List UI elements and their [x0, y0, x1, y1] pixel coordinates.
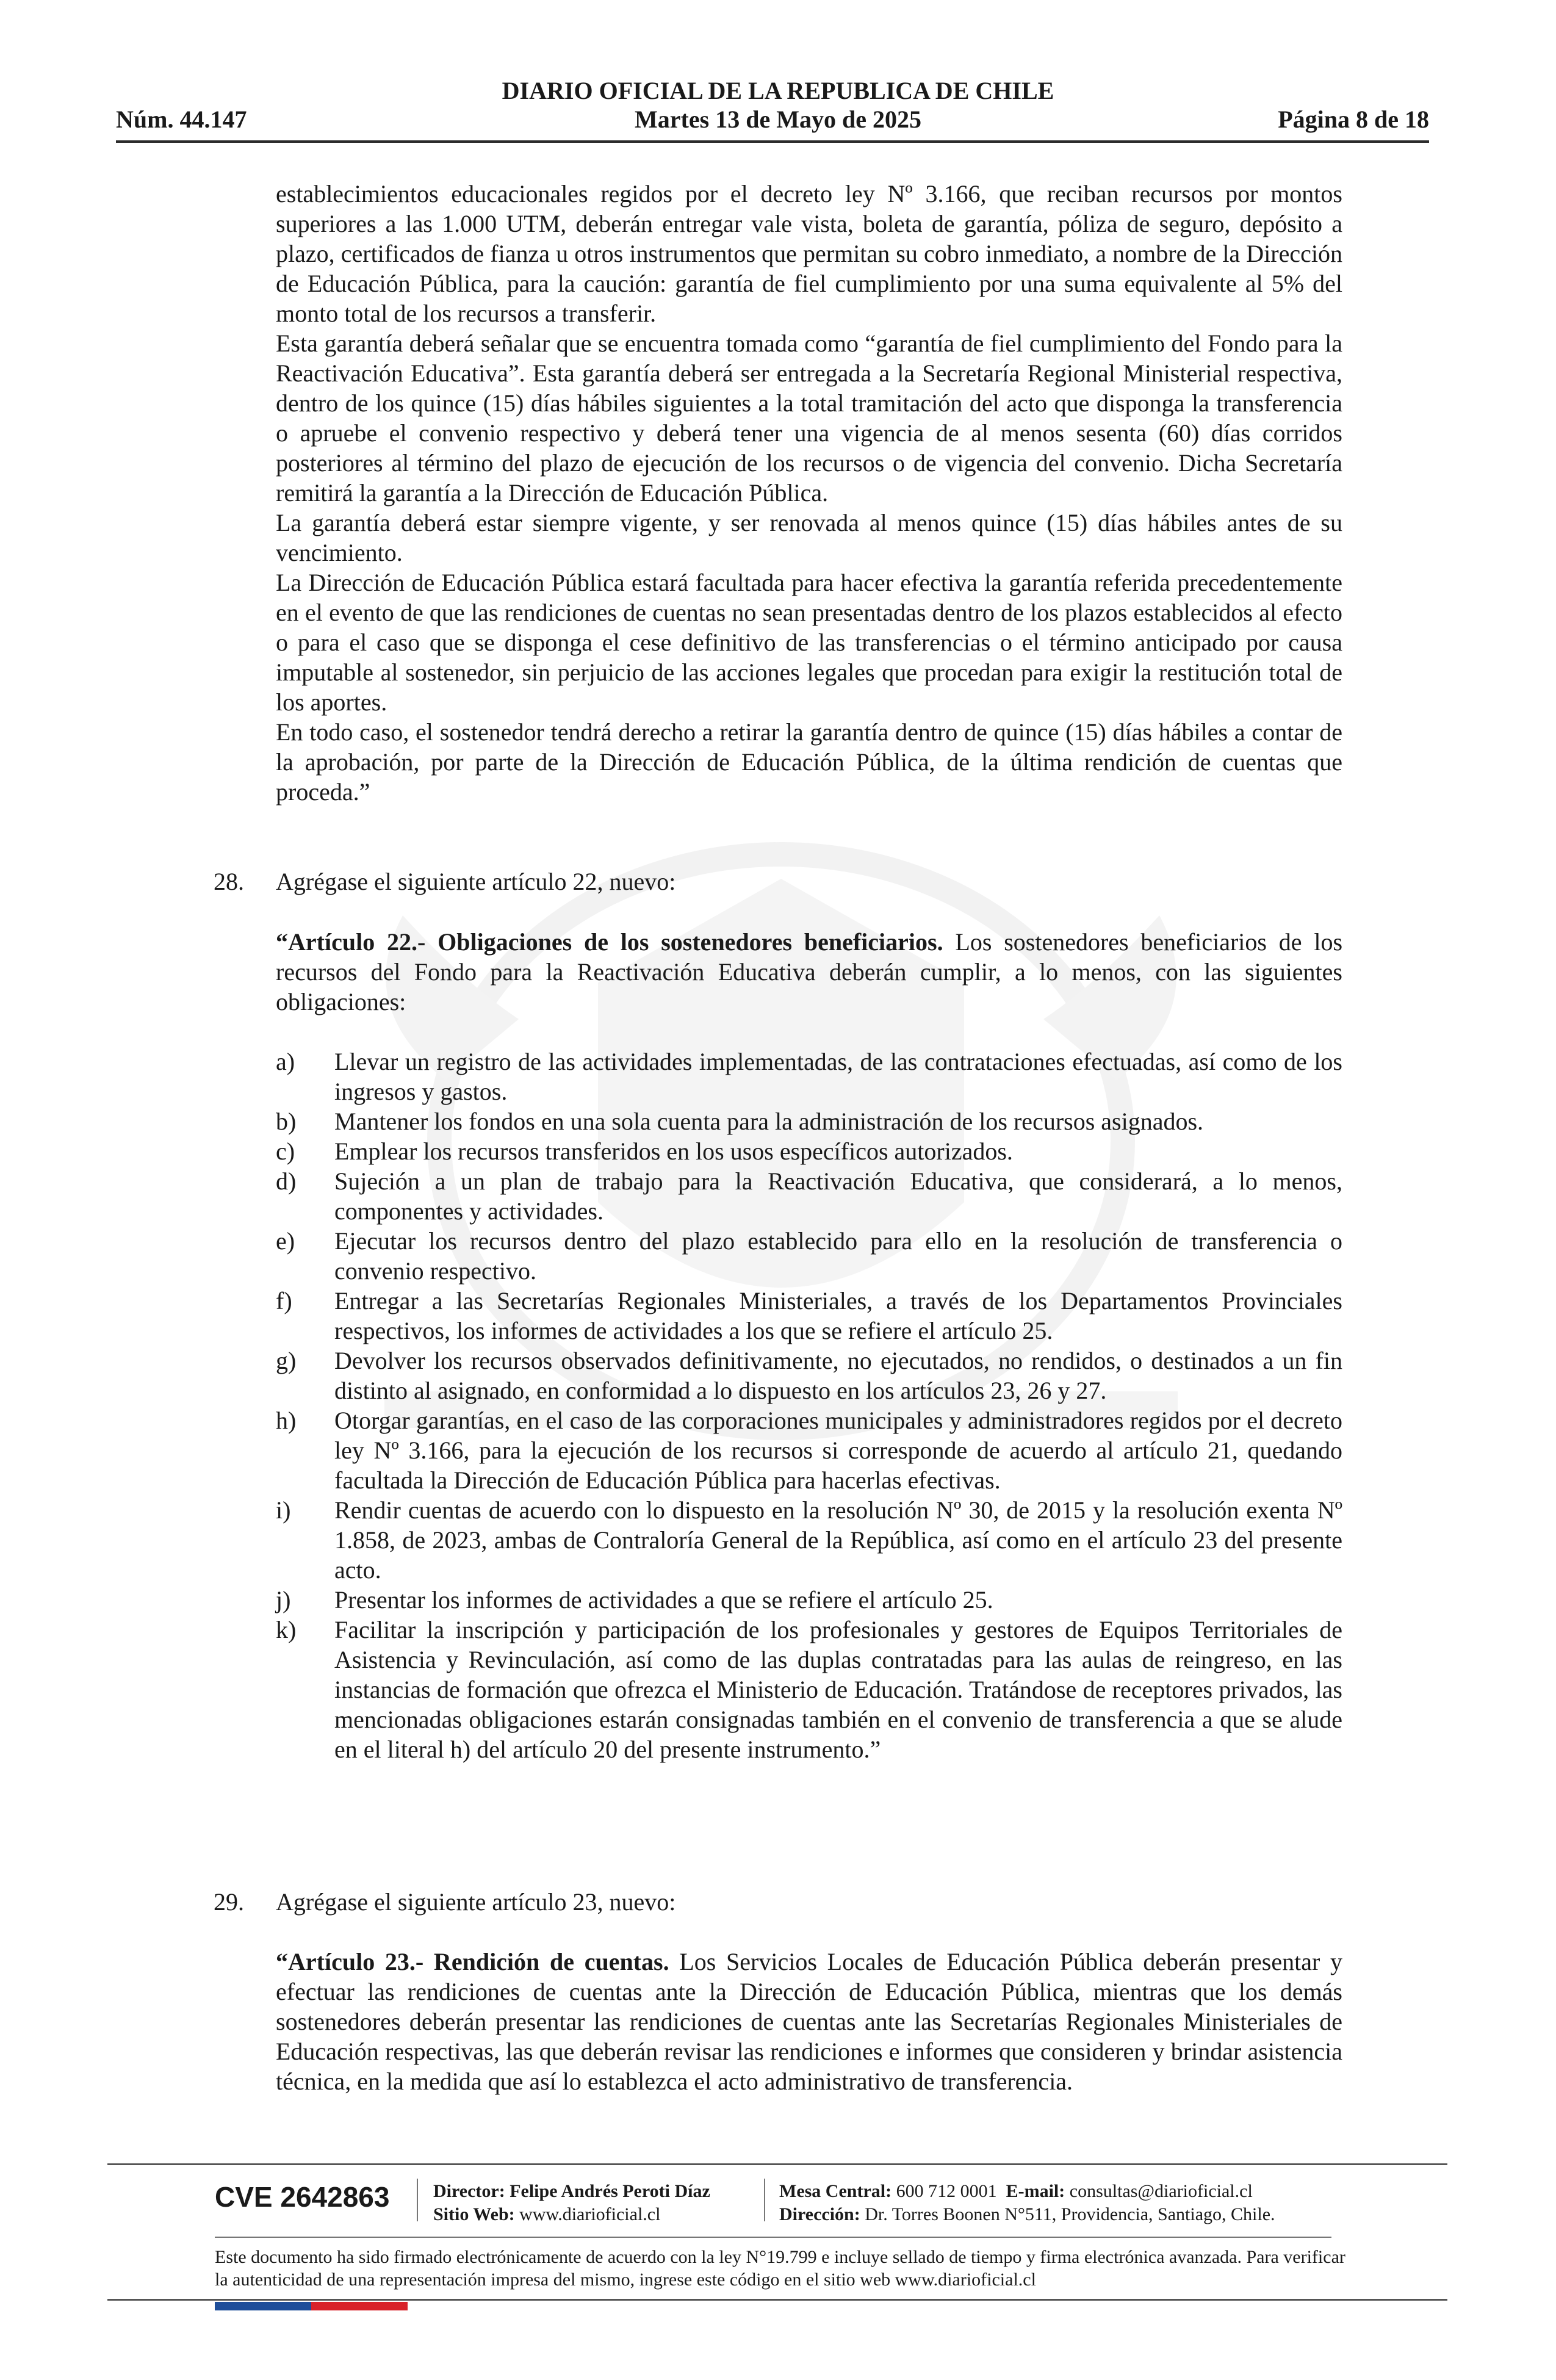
list-item: b) Mantener los fondos en una sola cuenta para la administración de los recursos asignados.: [276, 1108, 1204, 1135]
footer-contact-block: Mesa Central: 600 712 0001 E-mail: consultas@diarioficial.cl Dirección: Dr. Torres Boonen N°511, Providencia, Santiago, Chile.: [779, 2181, 1275, 2224]
issue-number: Núm. 44.147: [116, 106, 247, 133]
paragraph: Esta garantía deberá señalar que se encuentra tomada como “garantía de fiel cumplimiento del Fondo para la Reactivación Educativa”. Esta garantía deberá ser entregada a la Secretaría Regional Ministerial respectiva, dentro de los quince (15) días hábiles siguientes a la total tramitación del acto que disponga la transferencia o apruebe el convenio respectivo y deberá tener una vigencia de al menos sesenta (60) días corridos posteriores al término del plazo de ejecución de los recursos o de vigencia del convenio. Dicha Secretaría remitirá la garantía a la Dirección de Educación Pública.: [276, 330, 1342, 507]
paragraph: La garantía deberá estar siempre vigente, y ser renovada al menos quince (15) días hábiles antes de su vencimiento.: [276, 509, 1342, 566]
item-number: 29.: [214, 1888, 244, 1916]
list-item: a) Llevar un registro de las actividades implementadas, de las contrataciones efectuadas, así como de los ingresos y gastos.: [276, 1048, 1342, 1105]
list-item: i) Rendir cuentas de acuerdo con lo dispuesto en la resolución Nº 30, de 2015 y la resolución exenta Nº 1.858, de 2023, ambas de Contraloría General de la República, así como en el artículo 23 del presente acto.: [276, 1496, 1342, 1584]
footer-director-block: Director: Felipe Andrés Peroti Díaz Sitio Web: www.diarioficial.cl: [433, 2181, 710, 2224]
legal-notice: Este documento ha sido firmado electrónicamente de acuerdo con la ley N°19.799 e incluye sellado de tiempo y firma electrónica avanzada. Para verificar la autenticidad de una representación impresa del mismo, ingrese este código en el sitio web www.diarioficial.cl: [215, 2247, 1345, 2290]
cve-code: CVE 2642863: [215, 2181, 390, 2213]
article-text: Los Servicios Locales de Educación Pública deberán presentar y efectuar las rendiciones de cuentas ante la Dirección de Educación Pública, mientras que los demás sostenedores deberán presentar las rendiciones de cuentas ante las Secretarías Regionales Ministeriales de Educación respectivas, las que deberán revisar las rendiciones e informes que consideren y brindar asistencia técnica, en la medida que así lo establezca el acto administrativo de transferencia.: [276, 1948, 1342, 2095]
phone-number: 600 712 0001: [896, 2181, 997, 2201]
footer-inner-divider: [215, 2237, 1331, 2238]
item-text: Agrégase el siguiente artículo 23, nuevo:: [276, 1888, 676, 1916]
article-heading: “Artículo 23.- Rendición de cuentas.: [276, 1948, 669, 1975]
article-heading: “Artículo 22.- Obligaciones de los sostenedores beneficiarios.: [276, 928, 943, 956]
website-link[interactable]: www.diarioficial.cl: [519, 2204, 661, 2224]
footer-separator: [764, 2179, 765, 2221]
list-item: j) Presentar los informes de actividades a que se refiere el artículo 25.: [276, 1586, 993, 1614]
list-item: k) Facilitar la inscripción y participación de los profesionales y gestores de Equipos Territoriales de Asistencia y Revinculación, así como de las duplas contratadas para las aulas de reingreso, en las instancias de formación que ofrezca el Ministerio de Educación. Tratándose de receptores privados, las mencionadas obligaciones estarán consignadas también en el convenio de transferencia a que se alude en el literal h) del artículo 20 del presente instrumento.”: [276, 1616, 1342, 1763]
list-item: d) Sujeción a un plan de trabajo para la Reactivación Educativa, que considerará, a lo menos, componentes y actividades.: [276, 1167, 1342, 1225]
page-indicator: Página 8 de 18: [1278, 106, 1429, 133]
address: Dr. Torres Boonen N°511, Providencia, Santiago, Chile.: [865, 2204, 1275, 2224]
paragraph: En todo caso, el sostenedor tendrá derecho a retirar la garantía dentro de quince (15) días hábiles a contar de la aprobación, por parte de la Dirección de Educación Pública, de la última rendición de cuentas que proceda.”: [276, 718, 1342, 806]
flag-stripe-red: [311, 2302, 408, 2310]
item-number: 28.: [214, 868, 244, 895]
amendment-item-29: [214, 1887, 675, 1917]
list-item: h) Otorgar garantías, en el caso de las corporaciones municipales y administradores regidos por el decreto ley Nº 3.166, para la ejecución de los recursos si corresponde de acuerdo al artículo 21, quedando facultada la Dirección de Educación Pública para hacerlas efectivas.: [276, 1407, 1342, 1494]
article-23: [276, 1947, 1342, 2096]
list-item: e) Ejecutar los recursos dentro del plazo establecido para ello en la resolución de transferencia o convenio respectivo.: [276, 1227, 1342, 1285]
obligations-list: [276, 1047, 1342, 1764]
paragraph: establecimientos educacionales regidos por el decreto ley Nº 3.166, que reciban recursos por montos superiores a las 1.000 UTM, deberán entregar vale vista, boleta de garantía, póliza de seguro, depósito a plazo, certificados de fianza u otros instrumentos que permitan su cobro inmediato, a nombre de la Dirección de Educación Pública, para la caución: garantía de fiel cumplimiento por una suma equivalente al 5% del monto total de los recursos a transferir.: [276, 180, 1342, 327]
footer-separator: [417, 2179, 418, 2221]
publication-title: DIARIO OFICIAL DE LA REPUBLICA DE CHILE: [502, 77, 1054, 104]
director-name: Felipe Andrés Peroti Díaz: [510, 2181, 710, 2201]
amendment-item-28: [214, 867, 675, 896]
article-22-intro: [276, 927, 1342, 1017]
publication-date: Martes 13 de Mayo de 2025: [635, 106, 921, 133]
flag-stripe-blue: [215, 2302, 311, 2310]
article-21-continuation: [276, 179, 1342, 807]
footer-bottom-divider: [107, 2299, 1447, 2301]
article-text: Los sostenedores beneficiarios de los recursos del Fondo para la Reactivación Educativa deberán cumplir, a lo menos, con las siguientes obligaciones:: [276, 928, 1343, 1015]
item-text: Agrégase el siguiente artículo 22, nuevo:: [276, 868, 676, 895]
list-item: f) Entregar a las Secretarías Regionales Ministeriales, a través de los Departamentos Provinciales respectivos, los informes de actividades a los que se refiere el artículo 25.: [276, 1287, 1342, 1344]
header-divider: [116, 140, 1429, 143]
list-item: g) Devolver los recursos observados definitivamente, no ejecutados, no rendidos, o destinados a un fin distinto al asignado, en conformidad a lo dispuesto en los artículos 23, 26 y 27.: [276, 1347, 1342, 1404]
email-link[interactable]: consultas@diarioficial.cl: [1069, 2181, 1253, 2201]
list-item: c) Emplear los recursos transferidos en los usos específicos autorizados.: [276, 1138, 1013, 1165]
paragraph: La Dirección de Educación Pública estará facultada para hacer efectiva la garantía referida precedentemente en el evento de que las rendiciones de cuentas no sean presentadas dentro de los plazos establecidos al efecto o para el caso que se disponga el cese definitivo de las transferencias o el término anticipado por causa imputable al sostenedor, sin perjuicio de las acciones legales que procedan para exigir la restitución total de los aportes.: [276, 569, 1342, 716]
footer-divider: [107, 2163, 1447, 2165]
